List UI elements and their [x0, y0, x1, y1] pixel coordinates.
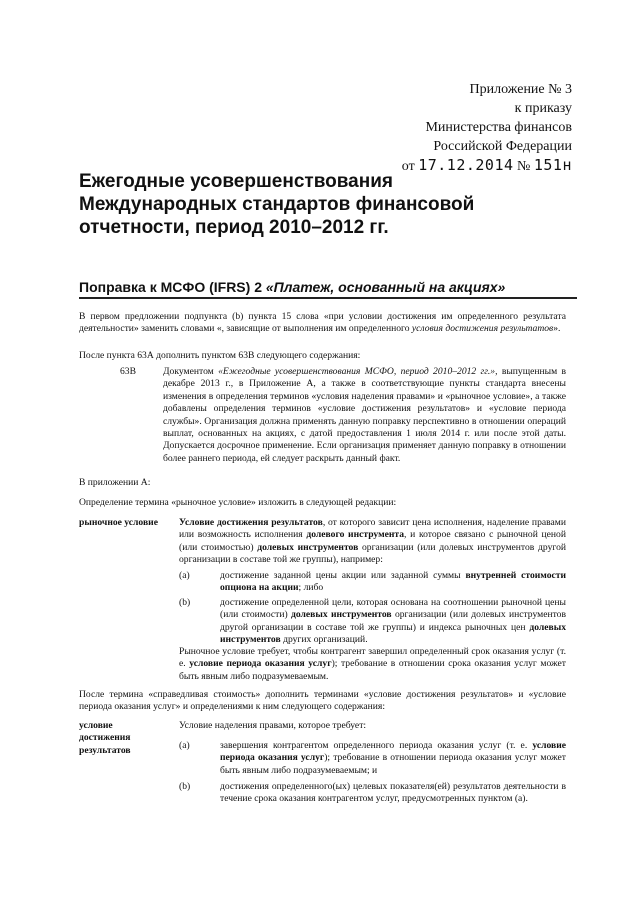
definition-text: организации (или долевых инструментов другой организации в составе той же группы), например:: [179, 541, 567, 566]
appendix-line: Приложение № 3: [469, 82, 572, 97]
paragraph-add-63b: После пункта 63А дополнить пунктом 63В следующего содержания:: [79, 350, 361, 361]
list-item-b: достижения определенного(ых) целевых показателя(ей) результатов деятельности в течение срока оказания контрагентом услуг, предусмотренных пунктом (а).: [220, 781, 566, 805]
list-text: других организаций.: [283, 634, 368, 646]
list-text: достижение заданной цены акции или заданной суммы: [220, 570, 461, 581]
term-link: Условие достижения результатов: [179, 517, 323, 528]
paragraph-text: , выпущенным в декабре 2013 г., в Приложение А, а также в соответствующие пункты стандарта внесены изменения в определения терминов «условия наделения правами» и «рыночное условие», а также добавлены определения терминов «условие достижения результатов» и «условие периода службы». Организация должна применять данную поправку перспективно в отношении операций выплат, основанных на акциях, с датой предоставления 1 июля 2014 г. или после этой даты. Допускается досрочное применение. Если организация применяет данную поправку в отношении более раннего периода, ей следует раскрыть данный факт.: [163, 366, 567, 464]
list-label: (a): [179, 570, 190, 581]
term-link: долевого инструмента: [306, 529, 405, 541]
number-prefix: №: [517, 159, 531, 174]
definition-head: Условие наделения правами, которое требует:: [179, 720, 367, 731]
appendix-line: Министерства финансов: [425, 120, 572, 135]
definition-text: , от которого зависит цена исполнения, наделение правами или возможность исполнения: [179, 517, 566, 541]
list-label: (b): [179, 597, 191, 608]
paragraph-italic: «Ежегодные усовершенствования МСФО, период 2010–2012 гг.»: [218, 366, 496, 377]
list-label: (b): [179, 781, 191, 792]
term-link: долевых инструментов: [291, 609, 392, 621]
term-link: внутренней стоимости опциона на акции: [220, 570, 566, 594]
appendix-block: [312, 80, 572, 176]
list-item-b: [220, 597, 566, 647]
paragraph-number: 63B: [120, 366, 136, 377]
paragraph-text-end: ».: [553, 323, 561, 335]
section-heading-italic: «Платеж, основанный на акциях»: [265, 279, 506, 295]
paragraph-text: В первом предложении подпункта (b) пункта 15 слова «при условии достижения им определенного результата деятельности» заменить словами «, зависящие от выполнения им определенного: [79, 311, 566, 335]
definition-text: Рыночное условие требует, чтобы контрагент завершил определенный срок оказания услуг (т. е.: [179, 646, 566, 670]
list-label: (a): [179, 740, 190, 751]
definition-market-condition: [179, 517, 566, 567]
order-date: 17.12.2014: [418, 156, 514, 174]
list-text: достижение определенной цели, которая основана на соотношении рыночной цены (или стоимости): [220, 597, 566, 621]
paragraph-market-condition-intro: Определение термина «рыночное условие» изложить в следующей редакции:: [79, 497, 397, 508]
term-link: долевых инструментов: [220, 621, 566, 646]
term-link: долевых инструментов: [257, 541, 359, 553]
list-text: завершения контрагентом определенного периода оказания услуг (т. е.: [220, 740, 528, 751]
list-text: ); требование в отношении периода оказания услуг может быть явным либо подразумеваемым; и: [220, 752, 566, 776]
term-link: условие периода оказания услуг: [189, 658, 332, 670]
paragraph-add-terms: После термина «справедливая стоимость» дополнить терминами «условие достижения результатов» и «условие периода оказания услуг» и определениями к ним следующего содержания:: [79, 689, 566, 713]
list-item-a: [220, 740, 566, 777]
document-title: Ежегодные усовершенствования Международных стандартов финансовой отчетности, период 2010–2012 гг.: [79, 171, 475, 238]
paragraph-italic: условия достижения результатов: [411, 323, 554, 335]
paragraph-63b: [163, 366, 566, 465]
list-text: организации (или долевых инструментов другой организации в составе той же группы) и индекса рыночных цен: [220, 609, 567, 633]
list-item-a: [220, 570, 566, 595]
list-text: ; либо: [298, 582, 324, 594]
term-performance-condition: условие достижения результатов: [79, 720, 131, 756]
paragraph-amendment-15b: [79, 311, 566, 336]
section-heading: [79, 279, 577, 299]
date-prefix: от: [401, 159, 415, 174]
paragraph-appendix-a: В приложении А:: [79, 477, 151, 488]
term-link: условие периода оказания услуг: [220, 740, 566, 764]
definition-market-condition-note: [179, 646, 566, 683]
section-heading-prefix: Поправка к МСФО (IFRS) 2: [79, 279, 262, 295]
appendix-line: Российской Федерации: [433, 139, 572, 154]
paragraph-text: Документом: [163, 366, 214, 377]
definition-text: , и которое связано с рыночной ценой (или стоимостью): [179, 529, 566, 553]
order-number: 151н: [533, 156, 572, 174]
appendix-line: к приказу: [514, 101, 572, 116]
definition-text: ); требование в отношении срока оказания услуг может быть явным либо подразумеваемым.: [179, 658, 566, 682]
term-market-condition: рыночное условие: [79, 517, 158, 528]
